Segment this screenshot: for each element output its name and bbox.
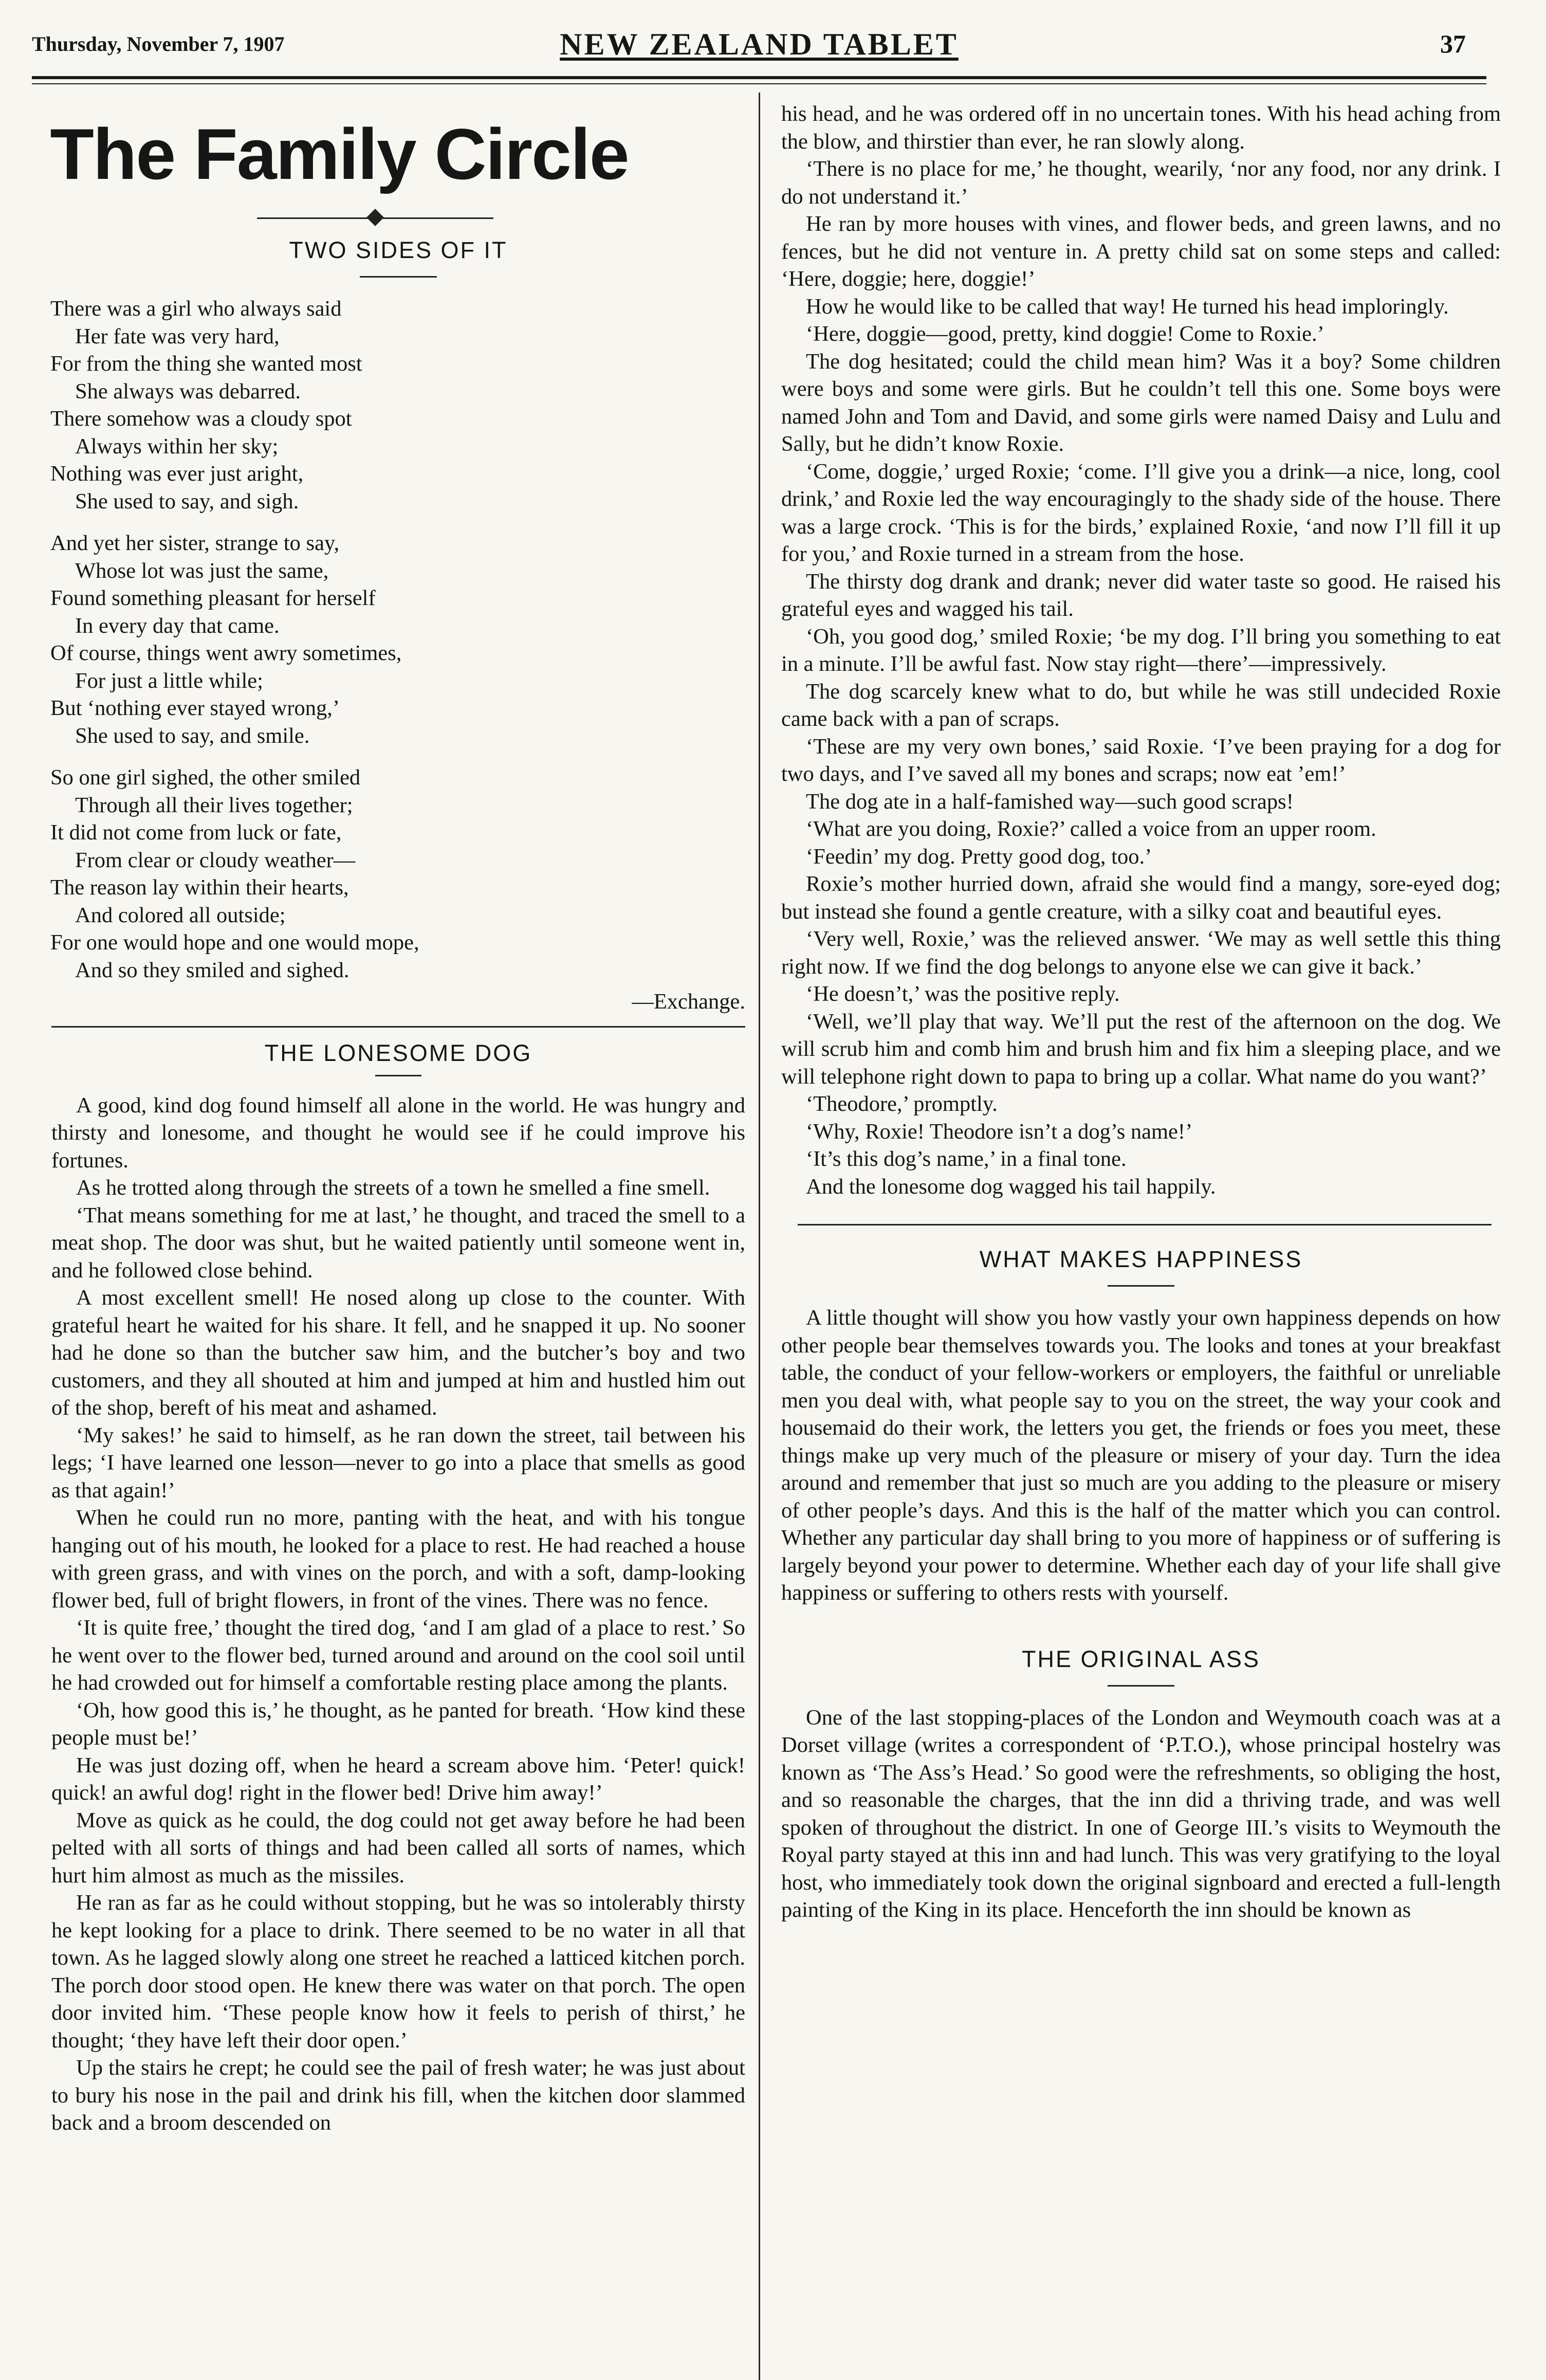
paragraph: ‘That means something for me at last,’ he thought, and traced the smell to a meat shop. The door was shut, but he waited patiently until someone went in, and he followed close behind. [51,1203,745,1283]
paragraph: ‘Here, doggie—good, pretty, kind doggie! Come to Roxie.’ [806,322,1324,346]
header-rule-thin [32,83,1486,84]
poem-line: For one would hope and one would mope, [50,930,419,955]
poem-line: Through all their lives together; [75,793,353,817]
poem-line: Found something pleasant for herself [50,586,376,610]
poem-stanza [50,764,745,984]
page-number: 37 [1440,29,1466,58]
lonesome-dog-text-left [51,1092,745,2137]
poem-line: In every day that came. [75,613,280,638]
paragraph: ‘There is no place for me,’ he thought, wearily, ‘nor any food, nor any drink. I do not understand it.’ [781,157,1501,209]
paragraph: He ran by more houses with vines, and flower beds, and green lawns, and no fences, but he did not venture in. A pretty child sat on some steps and called: ‘Here, doggie; here, doggie!’ [781,212,1501,291]
poem-line: But ‘nothing ever stayed wrong,’ [50,696,340,720]
poem-line: So one girl sighed, the other smiled [50,765,361,790]
poem-line: Nothing was ever just aright, [50,462,304,486]
paragraph: Move as quick as he could, the dog could not get away before he had been pelted with all sorts of things and had been called all sorts of names, which hurt him almost as much as the missiles. [51,1808,745,1888]
paragraph: As he trotted along through the streets of a town he smelled a fine smell. [76,1176,710,1200]
original-ass-title: THE ORIGINAL ASS [1022,1645,1260,1672]
title-rule [375,1075,421,1076]
paragraph: ‘Very well, Roxie,’ was the relieved answer. ‘We may as well settle this thing right now. If we find the dog belongs to anyone else we can give it back.’ [781,927,1501,979]
poem-line: Whose lot was just the same, [75,558,329,583]
poem-line: There was a girl who always said [50,297,342,321]
paragraph: ‘What are you doing, Roxie?’ called a voice from an upper room. [806,817,1376,841]
paragraph: ‘He doesn’t,’ was the positive reply. [806,982,1120,1006]
paragraph: A little thought will show you how vastly your own happiness depends on how other people bear themselves towards you. The looks and tones at your breakfast table, the conduct of your fellow-workers or employers, the faithful or unreliable men you deal with, what people say to you on the street, the way your cook and housemaid do their work, the letters you get, the friends or foes you meet, these things make up very much of the pleasure or misery of your day. Turn the idea around and remember that just so much are you adding to the pleasure or misery of other people’s days. And this is the half of the matter which you can control. Whether any particular day shall bring to you more of happiness or of suffering is largely beyond your power to determine. Whether each day of your life shall give happiness or suffering to others rests with yourself. [781,1306,1501,1605]
poem-line: It did not come from luck or fate, [50,820,342,845]
poem-line: Always within her sky; [75,434,279,459]
paragraph: He ran as far as he could without stopping, but he was so intolerably thirsty he kept looking for a place to drink. There seemed to be no water in all that town. As he lagged slowly along one street he reached a latticed kitchen porch. The porch door stood open. He knew there was water on that porch. The open door invited him. ‘These people know how it feels to perish of thirst,’ he thought; ‘they have left their door open.’ [51,1891,745,2053]
poem-line: Her fate was very hard, [75,324,280,349]
paragraph: ‘Come, doggie,’ urged Roxie; ‘come. I’ll give you a drink—a nice, long, cool drink,’ and Roxie led the way encouragingly to the shady side of the house. There was a large crock. ‘This is for the birds,’ explained Roxie, ‘and now I’ll fill it up for you,’ and Roxie turned in a stream from the hose. [781,459,1501,566]
title-rule [360,276,437,278]
poem-line: Of course, things went awry sometimes, [50,641,402,665]
column-divider [759,93,760,2380]
paragraph: ‘Well, we’ll play that way. We’ll put the rest of the afternoon on the dog. We will scrub him and comb him and brush him and fix him a sleeping place, and we will telephone right down to papa to bring up a collar. What name do you want?’ [781,1009,1501,1089]
poem-line: And so they smiled and sighed. [75,958,349,982]
left-column [51,100,745,2137]
poem-title: TWO SIDES OF IT [289,237,508,263]
poem-line: For from the thing she wanted most [50,352,362,376]
publication-title: NEW ZEALAND TABLET [560,27,959,61]
poem-line: And yet her sister, strange to say, [50,531,340,555]
poem-line: The reason lay within their hearts, [50,875,349,900]
diamond-ornament-icon [366,209,384,226]
paragraph: Up the stairs he crept; he could see the pail of fresh water; he was just about to bury his nose in the pail and drink his fill, when the kitchen door slammed back and a broom descended on [51,2056,745,2135]
paragraph: ‘These are my very own bones,’ said Roxie. ‘I’ve been praying for a dog for two days, and I’ve saved all my bones and scraps; now eat ’em!’ [781,734,1501,786]
paragraph: One of the last stopping-places of the London and Weymouth coach was at a Dorset village (writes a correspondent of ‘P.T.O.), whose principal hostelry was known as ‘The Ass’s Head.’ So good were the refreshments, so obliging the host, and so reasonable the charges, that the inn did a thriving trade, and was well spoken of throughout the district. In one of George III.’s visits to Weymouth the Royal party stayed at this inn and had lunch. This was very gratifying to the loyal host, who immediately took down the original signboard and erected a full-length painting of the King in its place. Henceforth the inn should be known as [781,1705,1501,1922]
lonesome-dog-text-right [781,100,1501,1200]
original-ass-text [781,1704,1501,1924]
poem-line: She used to say, and sigh. [75,489,299,514]
issue-date: Thursday, November 7, 1907 [32,32,285,56]
section-masthead: The Family Circle [50,114,629,194]
paragraph: When he could run no more, panting with the heat, and with his tongue hanging out of his mouth, he looked for a place to rest. He had reached a house with green grass, and with vines on the porch, and with a soft, damp-looking flower bed, full of bright flowers, in front of the vines. There was no fence. [51,1506,745,1613]
lonesome-dog-title: THE LONESOME DOG [264,1039,532,1066]
paragraph: How he would like to be called that way! He turned his head imploringly. [806,294,1449,319]
poem-line: She used to say, and smile. [75,723,310,748]
paragraph: The dog scarcely knew what to do, but while he was still undecided Roxie came back with a pan of scraps. [781,679,1501,731]
poem-stanza [50,295,745,515]
paragraph: ‘My sakes!’ he said to himself, as he ran down the street, tail between his legs; ‘I have learned one lesson—never to go into a place that smells as good as that again!’ [51,1423,745,1503]
poem-line: She always was debarred. [75,379,301,404]
paragraph: ‘Why, Roxie! Theodore isn’t a dog’s name!’ [806,1119,1193,1144]
paragraph: Roxie’s mother hurried down, afraid she would find a mangy, sore-eyed dog; but instead she found a gentle creature, with a silky coat and beautiful eyes. [781,872,1501,924]
paragraph: A good, kind dog found himself all alone in the world. He was hungry and thirsty and lonesome, and thought he would see if he could improve his fortunes. [51,1093,745,1173]
paragraph: The dog ate in a half-famished way—such good scraps! [806,789,1294,814]
paragraph: his head, and he was ordered off in no uncertain tones. With his head aching from the blow, and thirstier than ever, he ran slowly along. [781,102,1501,154]
happiness-text [781,1304,1501,1607]
poem-line: From clear or cloudy weather— [75,848,356,872]
poem-line: There somehow was a cloudy spot [50,407,352,431]
poem-line: For just a little while; [75,668,263,693]
paragraph: The dog hesitated; could the child mean him? Was it a boy? Some children were boys and some were girls. But he couldn’t tell this one. Some boys were named John and Tom and David, and some girls were named Daisy and Lulu and Sally, but he didn’t know Roxie. [781,349,1501,456]
paragraph: ‘Oh, how good this is,’ he thought, as he panted for breath. ‘How kind these people must be!’ [51,1698,745,1750]
paragraph: ‘It is quite free,’ thought the tired dog, ‘and I am glad of a place to rest.’ So he went over to the flower bed, turned around and around on the cool soil until he had crowded out for himself a comfortable resting place among the plants. [51,1616,745,1695]
paragraph: ‘Theodore,’ promptly. [806,1092,998,1116]
paragraph: And the lonesome dog wagged his tail happily. [806,1174,1216,1199]
happiness-title: WHAT MAKES HAPPINESS [979,1246,1303,1272]
poem-credit: —Exchange. [632,990,745,1014]
paragraph: ‘Feedin’ my dog. Pretty good dog, too.’ [806,844,1152,869]
paragraph: ‘Oh, you good dog,’ smiled Roxie; ‘be my dog. I’ll bring you something to eat in a minute. I’ll be awful fast. Now stay right—there’—impressively. [781,624,1501,676]
right-column [781,100,1501,1924]
paragraph: The thirsty dog drank and drank; never did water taste so good. He raised his grateful eyes and wagged his tail. [781,569,1501,621]
title-rule [1108,1285,1174,1287]
paragraph: He was just dozing off, when he heard a scream above him. ‘Peter! quick! quick! an awful dog! right in the flower bed! Drive him away!’ [51,1753,745,1805]
poem-line: And colored all outside; [75,903,286,927]
masthead-ornament [51,208,745,229]
title-rule [1108,1685,1174,1687]
poem-body [50,295,745,984]
header-rule-thick [32,76,1486,79]
section-separator [51,1026,745,1028]
page-header [32,27,1486,66]
paragraph: ‘It’s this dog’s name,’ in a final tone. [806,1147,1127,1171]
section-separator [798,1224,1492,1225]
poem-stanza [50,529,745,749]
paragraph: A most excellent smell! He nosed along up close to the counter. With grateful heart he waited for his share. It fell, and he snapped it up. No sooner had he done so than the butcher saw him, and the butcher’s boy and two customers, and they all shouted at him and jumped at him and hustled him out of the shop, bereft of his meat and ashamed. [51,1286,745,1420]
